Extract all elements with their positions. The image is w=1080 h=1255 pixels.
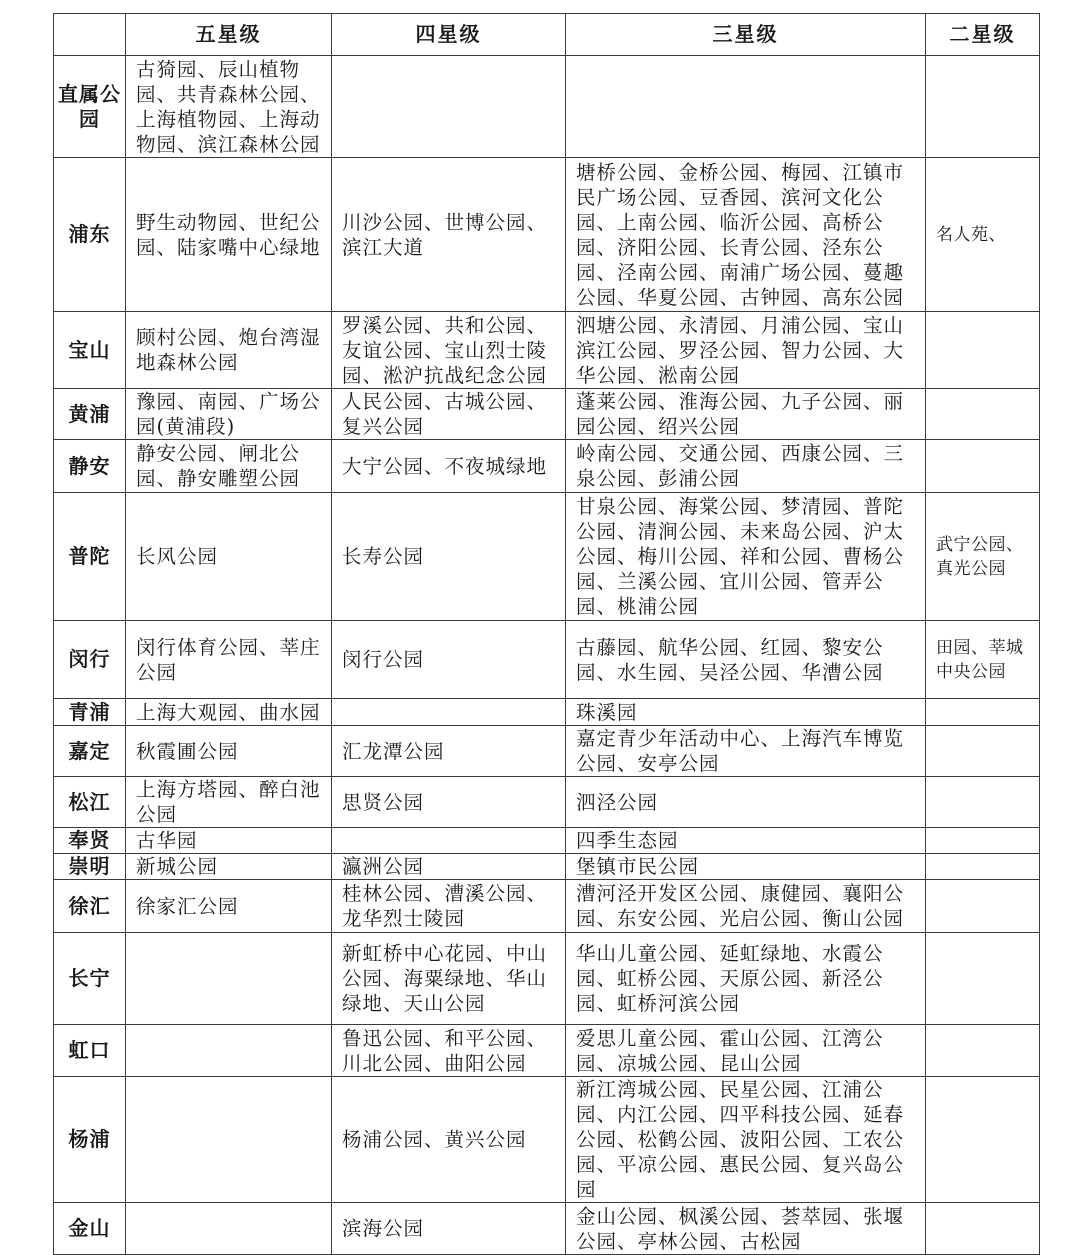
three-star-cell: 堡镇市民公园	[566, 854, 926, 880]
table-row	[54, 933, 1040, 1025]
three-star-cell: 泗塘公园、永清园、月浦公园、宝山滨江公园、罗泾公园、智力公园、大华公园、淞南公园	[566, 312, 926, 389]
five-star-cell: 豫园、南园、广场公园(黄浦段)	[126, 389, 332, 440]
five-star-cell: 新城公园	[126, 854, 332, 880]
park-rating-table	[53, 13, 1040, 1255]
five-star-cell: 古华园	[126, 828, 332, 854]
district-cell: 徐汇	[54, 880, 126, 933]
four-star-cell: 鲁迅公园、和平公园、川北公园、曲阳公园	[332, 1025, 566, 1077]
table-row	[54, 389, 1040, 440]
three-star-cell: 泗泾公园	[566, 777, 926, 828]
five-star-cell	[126, 1025, 332, 1077]
two-star-cell	[926, 854, 1040, 880]
five-star-cell: 静安公园、闸北公园、静安雕塑公园	[126, 440, 332, 493]
district-cell: 金山	[54, 1203, 126, 1255]
table-row	[54, 158, 1040, 312]
header-four-star: 四星级	[332, 14, 566, 56]
three-star-cell: 甘泉公园、海棠公园、梦清园、普陀公园、清涧公园、未来岛公园、沪太公园、梅川公园、祥和公园、曹杨公园、兰溪公园、宜川公园、管弄公园、桃浦公园	[566, 493, 926, 621]
three-star-cell: 塘桥公园、金桥公园、梅园、江镇市民广场公园、豆香园、滨河文化公园、上南公园、临沂公园、高桥公园、济阳公园、长青公园、泾东公园、泾南公园、南浦广场公园、蔓趣公园、华夏公园、古钟园、高东公园	[566, 158, 926, 312]
district-cell: 虹口	[54, 1025, 126, 1077]
table-row	[54, 1203, 1040, 1255]
table-row	[54, 699, 1040, 726]
two-star-cell	[926, 726, 1040, 777]
district-cell: 黄浦	[54, 389, 126, 440]
five-star-cell	[126, 1203, 332, 1255]
four-star-cell: 瀛洲公园	[332, 854, 566, 880]
district-cell: 杨浦	[54, 1077, 126, 1203]
table-row	[54, 440, 1040, 493]
district-cell: 嘉定	[54, 726, 126, 777]
five-star-cell: 野生动物园、世纪公园、陆家嘴中心绿地	[126, 158, 332, 312]
four-star-cell: 罗溪公园、共和公园、友谊公园、宝山烈士陵园、淞沪抗战纪念公园	[332, 312, 566, 389]
two-star-cell	[926, 440, 1040, 493]
district-cell: 松江	[54, 777, 126, 828]
district-cell: 浦东	[54, 158, 126, 312]
four-star-cell: 长寿公园	[332, 493, 566, 621]
five-star-cell	[126, 933, 332, 1025]
four-star-cell: 汇龙潭公园	[332, 726, 566, 777]
district-cell: 静安	[54, 440, 126, 493]
five-star-cell: 长风公园	[126, 493, 332, 621]
header-row	[54, 14, 1040, 56]
district-cell: 崇明	[54, 854, 126, 880]
two-star-cell	[926, 389, 1040, 440]
two-star-cell: 武宁公园、真光公园	[926, 493, 1040, 621]
four-star-cell: 川沙公园、世博公园、滨江大道	[332, 158, 566, 312]
four-star-cell	[332, 828, 566, 854]
three-star-cell: 金山公园、枫溪公园、荟萃园、张堰公园、亭林公园、古松园	[566, 1203, 926, 1255]
district-cell: 闵行	[54, 621, 126, 699]
five-star-cell: 徐家汇公园	[126, 880, 332, 933]
four-star-cell	[332, 56, 566, 158]
table-row	[54, 493, 1040, 621]
five-star-cell: 闵行体育公园、莘庄公园	[126, 621, 332, 699]
table-row	[54, 1077, 1040, 1203]
two-star-cell	[926, 1203, 1040, 1255]
table-row	[54, 880, 1040, 933]
table-row	[54, 828, 1040, 854]
table-row	[54, 777, 1040, 828]
district-cell: 直属公园	[54, 56, 126, 158]
four-star-cell	[332, 699, 566, 726]
district-cell: 普陀	[54, 493, 126, 621]
table-row	[54, 621, 1040, 699]
five-star-cell: 秋霞圃公园	[126, 726, 332, 777]
five-star-cell: 古猗园、辰山植物园、共青森林公园、上海植物园、上海动物园、滨江森林公园	[126, 56, 332, 158]
four-star-cell: 桂林公园、漕溪公园、龙华烈士陵园	[332, 880, 566, 933]
header-five-star: 五星级	[126, 14, 332, 56]
header-three-star: 三星级	[566, 14, 926, 56]
four-star-cell: 杨浦公园、黄兴公园	[332, 1077, 566, 1203]
three-star-cell: 四季生态园	[566, 828, 926, 854]
three-star-cell: 岭南公园、交通公园、西康公园、三泉公园、彭浦公园	[566, 440, 926, 493]
two-star-cell	[926, 699, 1040, 726]
five-star-cell: 顾村公园、炮台湾湿地森林公园	[126, 312, 332, 389]
two-star-cell: 名人苑、	[926, 158, 1040, 312]
two-star-cell	[926, 56, 1040, 158]
four-star-cell: 新虹桥中心花园、中山公园、海粟绿地、华山绿地、天山公园	[332, 933, 566, 1025]
district-cell: 青浦	[54, 699, 126, 726]
two-star-cell	[926, 312, 1040, 389]
four-star-cell: 滨海公园	[332, 1203, 566, 1255]
two-star-cell	[926, 1077, 1040, 1203]
header-corner	[54, 14, 126, 56]
five-star-cell: 上海大观园、曲水园	[126, 699, 332, 726]
three-star-cell: 嘉定青少年活动中心、上海汽车博览公园、安亭公园	[566, 726, 926, 777]
two-star-cell	[926, 880, 1040, 933]
three-star-cell	[566, 56, 926, 158]
three-star-cell: 漕河泾开发区公园、康健园、襄阳公园、东安公园、光启公园、衡山公园	[566, 880, 926, 933]
four-star-cell: 思贤公园	[332, 777, 566, 828]
two-star-cell	[926, 777, 1040, 828]
table-row	[54, 854, 1040, 880]
four-star-cell: 闵行公园	[332, 621, 566, 699]
two-star-cell: 田园、莘城中央公园	[926, 621, 1040, 699]
header-two-star: 二星级	[926, 14, 1040, 56]
table-row	[54, 56, 1040, 158]
table-row	[54, 726, 1040, 777]
four-star-cell: 大宁公园、不夜城绿地	[332, 440, 566, 493]
district-cell: 宝山	[54, 312, 126, 389]
three-star-cell: 古藤园、航华公园、红园、黎安公园、水生园、吴泾公园、华漕公园	[566, 621, 926, 699]
three-star-cell: 新江湾城公园、民星公园、江浦公园、内江公园、四平科技公园、延春公园、松鹤公园、波阳公园、工农公园、平凉公园、惠民公园、复兴岛公园	[566, 1077, 926, 1203]
five-star-cell: 上海方塔园、醉白池公园	[126, 777, 332, 828]
four-star-cell: 人民公园、古城公园、复兴公园	[332, 389, 566, 440]
district-cell: 奉贤	[54, 828, 126, 854]
three-star-cell: 华山儿童公园、延虹绿地、水霞公园、虹桥公园、天原公园、新泾公园、虹桥河滨公园	[566, 933, 926, 1025]
two-star-cell	[926, 1025, 1040, 1077]
two-star-cell	[926, 828, 1040, 854]
district-cell: 长宁	[54, 933, 126, 1025]
table-row	[54, 1025, 1040, 1077]
five-star-cell	[126, 1077, 332, 1203]
three-star-cell: 爱思儿童公园、霍山公园、江湾公园、凉城公园、昆山公园	[566, 1025, 926, 1077]
two-star-cell	[926, 933, 1040, 1025]
three-star-cell: 蓬莱公园、淮海公园、九子公园、丽园公园、绍兴公园	[566, 389, 926, 440]
table-row	[54, 312, 1040, 389]
three-star-cell: 珠溪园	[566, 699, 926, 726]
